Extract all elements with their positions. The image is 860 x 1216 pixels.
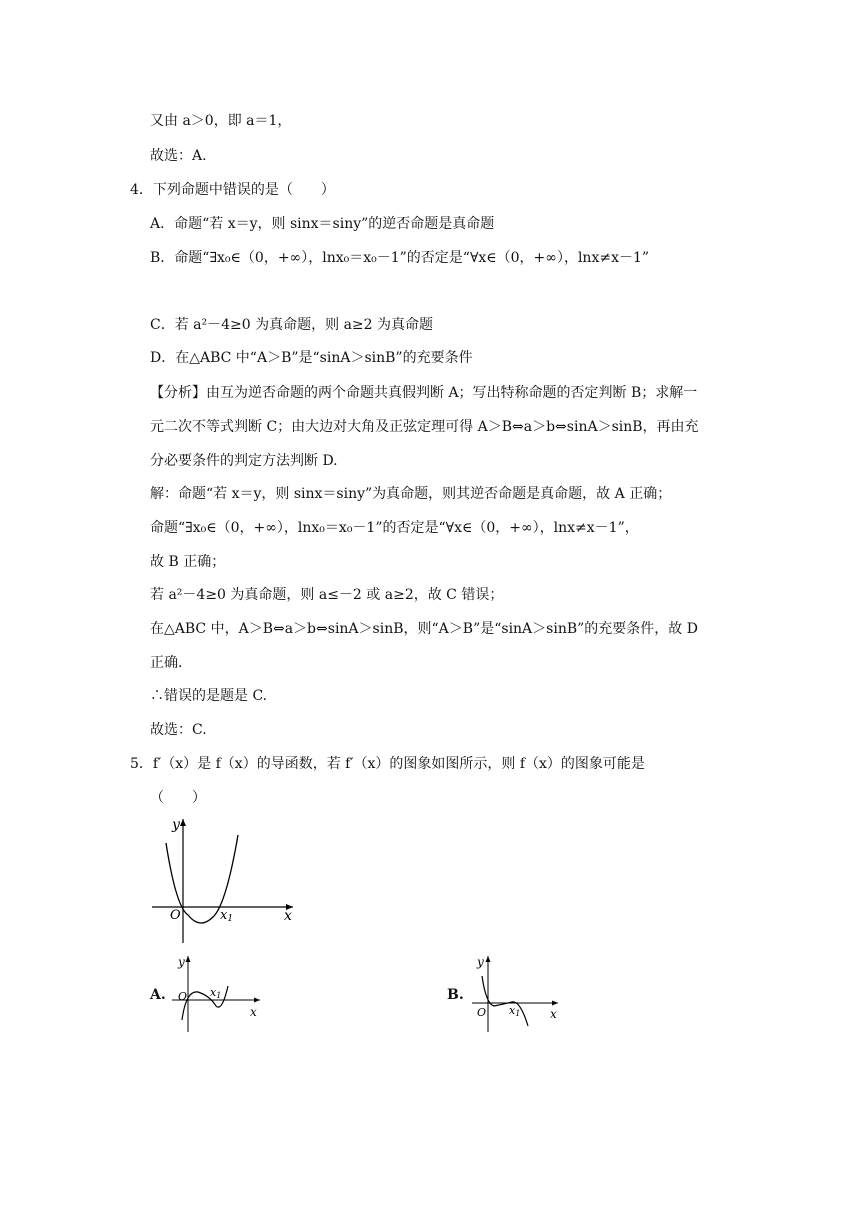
x1-label: x1: [220, 908, 234, 924]
solution-line: 命题“∃x₀∈（0，+∞），lnx₀＝x₀－1”的否定是“∀x∈（0，+∞），lnx≠x－1”，: [150, 520, 639, 536]
y-axis-label: y: [178, 955, 185, 969]
question-4: 4．下列命题中错误的是（ ）: [130, 182, 335, 198]
text-line: 故选：A.: [150, 148, 207, 164]
text-line: 又由 a＞0，即 a＝1，: [150, 113, 292, 129]
solution-line: 故 B 正确；: [150, 554, 226, 570]
solution-line: 若 a²－4≥0 为真命题，则 a≤－2 或 a≥2，故 C 错误；: [150, 587, 504, 603]
x-axis-label: x: [284, 908, 292, 924]
analysis-line: 【分析】由互为逆否命题的两个命题共真假判断 A；写出特称命题的否定判断 B；求解一: [150, 385, 698, 401]
derivative-graph-figure: [148, 815, 298, 954]
x-axis-label: x: [250, 1005, 257, 1019]
question-5: 5．f′（x）是 f（x）的导函数，若 f′（x）的图象如图所示，则 f（x）的图象可能是: [130, 756, 645, 772]
analysis-line: 分必要条件的判定方法判断 D.: [150, 453, 338, 469]
option-a-graph: [168, 950, 268, 1039]
option-a-label: A.: [150, 987, 166, 1003]
y-axis-label: y: [172, 817, 180, 833]
option-4c: C．若 a²－4≥0 为真命题，则 a≥2 为真命题: [150, 317, 434, 333]
origin-label: O: [477, 1006, 487, 1019]
solution-line: ∴错误的是题是 C.: [150, 688, 268, 704]
origin-label: O: [170, 908, 181, 923]
option-b-label: B.: [447, 987, 464, 1003]
solution-line: 在△ABC 中，A＞B⇔a＞b⇔sinA＞sinB，则“A＞B”是“sinA＞sinB”的充要条件，故 D: [150, 621, 698, 637]
origin-label: O: [178, 990, 188, 1003]
analysis-line: 元二次不等式判断 C；由大边对大角及正弦定理可得 A＞B⇔a＞b⇔sinA＞sinB，再由充: [150, 419, 699, 435]
solution-line: 故选：C.: [150, 722, 207, 738]
option-4a: A．命题“若 x＝y，则 sinx＝siny”的逆否命题是真命题: [150, 216, 495, 232]
option-4b: B．命题“∃x₀∈（0，+∞），lnx₀＝x₀－1”的否定是“∀x∈（0，+∞），lnx≠x－1”: [150, 250, 650, 266]
x1-label: x1: [509, 1004, 521, 1018]
option-4d: D．在△ABC 中“A＞B”是“sinA＞sinB”的充要条件: [150, 350, 473, 366]
option-b-graph: [468, 950, 568, 1039]
solution-line: 解：命题“若 x＝y，则 sinx＝siny”为真命题，则其逆否命题是真命题，故 A 正确；: [150, 486, 672, 502]
x1-label: x1: [210, 986, 222, 1000]
y-axis-label: y: [477, 955, 484, 969]
solution-line: 正确.: [150, 655, 183, 671]
question-5-paren: （ ）: [150, 790, 206, 806]
x-axis-label: x: [550, 1007, 557, 1021]
